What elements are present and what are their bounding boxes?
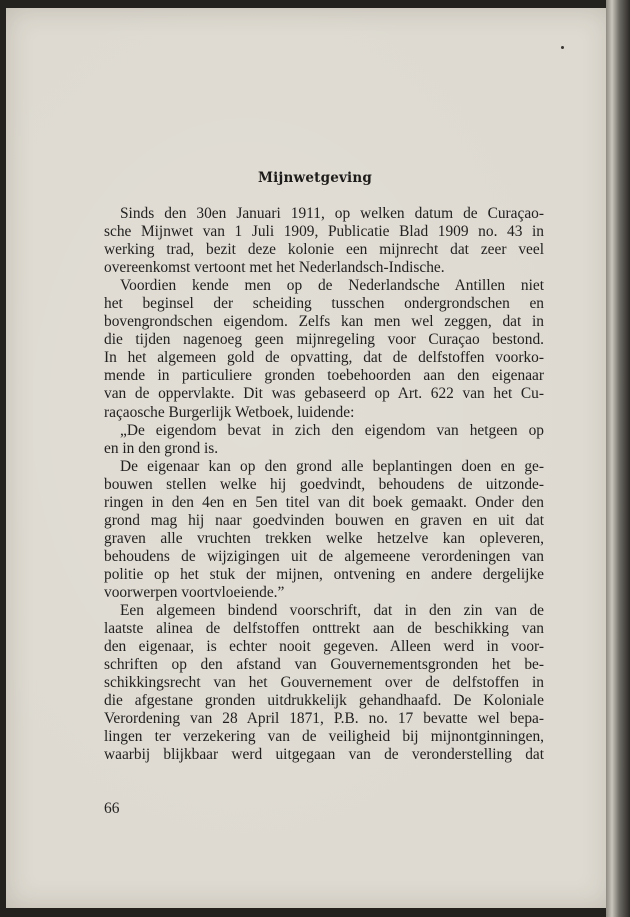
text-line: van de oppervlakte. Dit was gebaseerd op Art. 622 van het Cu- <box>104 385 544 403</box>
text-line: bovengrondschen eigendom. Zelfs kan men wel zeggen, dat in <box>104 313 544 331</box>
text-line: graven alle vruchten trekken welke hetzelve kan opleveren, <box>104 529 544 547</box>
text-line: het beginsel der scheiding tusschen ondergrondschen en <box>104 295 544 313</box>
text-line: werking trad, bezit deze kolonie een mijnrecht dat zeer veel <box>104 241 544 259</box>
text-line: Een algemeen bindend voorschrift, dat in den zin van de <box>120 602 544 620</box>
text-line: overeenkomst vertoont met het Nederlandsch-Indische. <box>104 259 445 277</box>
text-line: en in den grond is. <box>104 439 219 457</box>
text-line: mende in particuliere gronden toebehoorden aan den eigenaar <box>104 367 544 385</box>
text-line: politie op het stuk der mijnen, ontvening en andere dergelijke <box>104 565 544 583</box>
text-line: Voordien kende men op de Nederlandsche Antillen niet <box>120 277 544 295</box>
text-line: laatste alinea de delfstoffen onttrekt aan de beschikking van <box>104 620 544 638</box>
body-text <box>104 205 544 764</box>
text-line: schriften op den afstand van Gouvernementsgronden het be- <box>104 656 544 674</box>
text-line: ringen in den 4en en 5en titel van dit boek gemaakt. Onder den <box>104 493 544 511</box>
text-line: sche Mijnwet van 1 Juli 1909, Publicatie Blad 1909 no. 43 in <box>104 223 544 241</box>
text-line: De eigenaar kan op den grond alle beplantingen doen en ge- <box>120 457 544 475</box>
text-line: In het algemeen gold de opvatting, dat de delfstoffen voorko- <box>104 349 544 367</box>
text-line: „De eigendom bevat in zich den eigendom van hetgeen op <box>120 421 544 439</box>
text-line: Verordening van 28 April 1871, P.B. no. 17 bevatte wel bepa- <box>104 710 544 728</box>
text-line: Sinds den 30en Januari 1911, op welken datum de Curaçao- <box>120 205 544 222</box>
text-line: die afgestane gronden uitdrukkelijk gehandhaafd. De Koloniale <box>104 692 544 710</box>
book-spine-edge <box>606 0 630 917</box>
text-line: schikkingsrecht van het Gouvernement over de delfstoffen in <box>104 674 544 692</box>
text-line: lingen ter verzekering van de veiligheid bij mijnontginningen, <box>104 728 544 746</box>
text-line: den eigenaar, is echter nooit gegeven. Alleen werd in voor- <box>104 638 544 656</box>
text-line: waarbij blijkbaar werd uitgegaan van de veronderstelling dat <box>104 746 544 764</box>
page-number: 66 <box>104 800 120 817</box>
text-line: bouwen stellen welke hij goedvindt, behoudens de uitzonde- <box>104 475 544 493</box>
section-heading: Mijnwetgeving <box>257 170 373 186</box>
text-line: raçaosche Burgerlijk Wetboek, luidende: <box>104 403 355 421</box>
text-line: behoudens de wijzigingen uit de algemeene verordeningen van <box>104 547 544 565</box>
paper-speck <box>561 46 564 49</box>
text-line: voorwerpen voortvloeiende.” <box>104 583 285 601</box>
text-line: grond mag hij naar goedvinden bouwen en graven en uit dat <box>104 511 544 529</box>
text-line: die tijden nagenoeg geen mijnregeling voor Curaçao bestond. <box>104 331 544 349</box>
